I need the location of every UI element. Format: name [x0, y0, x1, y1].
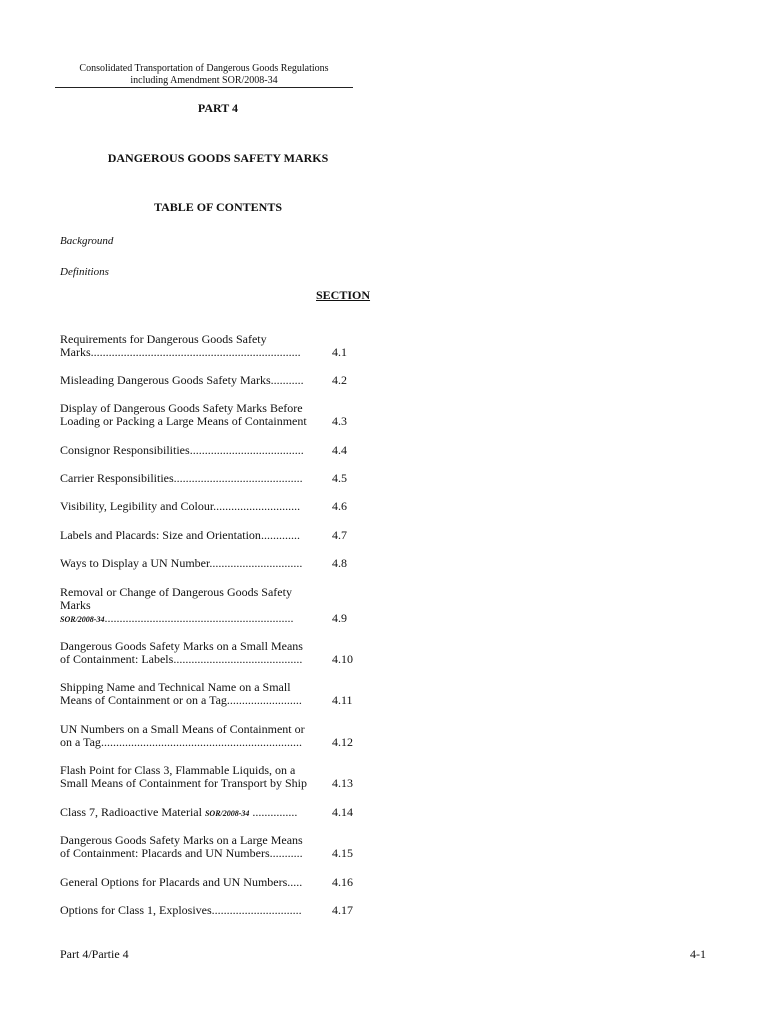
section-number: 4.1 [332, 345, 347, 359]
section-number: 4.3 [332, 414, 347, 428]
toc-entry[interactable] [60, 834, 360, 860]
entry-leader-line: Visibility, Legibility and Colour............................. [60, 500, 301, 513]
section-number: 4.12 [332, 735, 353, 749]
toc-entry[interactable] [60, 374, 360, 387]
section-number: 4.8 [332, 556, 347, 570]
entry-line: Dangerous Goods Safety Marks on a Large Means [60, 833, 303, 847]
entry-line: UN Numbers on a Small Means of Containment or [60, 722, 305, 736]
toc-entry[interactable] [60, 444, 360, 457]
toc-entry[interactable] [60, 472, 360, 485]
section-number: 4.6 [332, 499, 347, 513]
entry-leader-line: of Containment: Labels........................................... [60, 653, 303, 666]
entry-line: Display of Dangerous Goods Safety Marks Before [60, 401, 303, 415]
entry-leader-line: Ways to Display a UN Number............................... [60, 557, 303, 570]
entry-leader-line: Marks...................................................................... [60, 346, 301, 359]
amendment-tag: SOR/2008-34 [60, 615, 105, 624]
entry-leader-line: Consignor Responsibilities...................................... [60, 444, 304, 457]
entry-leader-line: General Options for Placards and UN Numbers..... [60, 876, 303, 889]
toc-entry[interactable] [60, 586, 360, 626]
section-number: 4.11 [332, 693, 353, 707]
intro-item-background: Background [60, 235, 114, 247]
section-number: 4.16 [332, 875, 353, 889]
page-number: 4-1 [690, 947, 706, 961]
toc-entry[interactable] [60, 876, 360, 889]
entry-line: Requirements for Dangerous Goods Safety [60, 332, 267, 346]
toc-entry[interactable] [60, 681, 360, 707]
entry-line: Marks [60, 598, 91, 612]
section-number: 4.5 [332, 471, 347, 485]
toc-entry[interactable] [60, 557, 360, 570]
section-number: 4.14 [332, 805, 353, 819]
footer-part-label: Part 4/Partie 4 [60, 947, 129, 961]
entry-leader-line: SOR/2008-34............................................................... [60, 612, 294, 625]
entry-leader-line: Means of Containment or on a Tag......................... [60, 694, 302, 707]
entry-leader-line: Options for Class 1, Explosives.............................. [60, 904, 302, 917]
toc-entry[interactable] [60, 723, 360, 749]
section-column-heading: SECTION [316, 288, 371, 302]
entry-leader-line: Small Means of Containment for Transport by Ship [60, 777, 307, 790]
toc-entry[interactable] [60, 640, 360, 666]
toc-entry[interactable] [60, 529, 360, 542]
running-header-line1: Consolidated Transportation of Dangerous Goods Regulations [79, 63, 329, 74]
entry-leader-line: Loading or Packing a Large Means of Containment [60, 415, 307, 428]
amendment-tag: SOR/2008-34 [204, 809, 250, 818]
section-number: 4.10 [332, 652, 353, 666]
toc-entry[interactable] [60, 402, 360, 428]
entry-leader-line: Labels and Placards: Size and Orientation............. [60, 529, 300, 542]
part-title: PART 4 [197, 101, 239, 115]
toc-title: TABLE OF CONTENTS [153, 200, 283, 214]
section-number: 4.15 [332, 846, 353, 860]
section-number: 4.4 [332, 443, 347, 457]
section-number: 4.7 [332, 528, 347, 542]
toc-entry[interactable] [60, 333, 360, 359]
section-number: 4.2 [332, 373, 347, 387]
entry-leader-line: Class 7, Radioactive Material SOR/2008-34 ............... [60, 806, 298, 819]
entry-line: Flash Point for Class 3, Flammable Liquids, on a [60, 763, 296, 777]
toc-entry[interactable] [60, 904, 360, 917]
section-number: 4.17 [332, 903, 353, 917]
toc-entry[interactable] [60, 500, 360, 513]
header-rule [55, 87, 353, 88]
entry-line: Removal or Change of Dangerous Goods Safety [60, 585, 292, 599]
entry-leader-line: Carrier Responsibilities........................................... [60, 472, 303, 485]
entry-leader-line: of Containment: Placards and UN Numbers........... [60, 847, 303, 860]
entry-line: Shipping Name and Technical Name on a Small [60, 680, 291, 694]
running-header-line2: including Amendment SOR/2008-34 [130, 75, 278, 86]
entry-leader-line: on a Tag................................................................... [60, 736, 302, 749]
toc-entry[interactable] [60, 806, 360, 820]
toc-entry[interactable] [60, 764, 360, 790]
entry-line: Dangerous Goods Safety Marks on a Small Means [60, 639, 303, 653]
section-number: 4.9 [332, 611, 347, 625]
entry-leader-line: Misleading Dangerous Goods Safety Marks........... [60, 374, 304, 387]
intro-item-definitions: Definitions [60, 266, 109, 278]
section-number: 4.13 [332, 776, 353, 790]
main-title: DANGEROUS GOODS SAFETY MARKS [107, 151, 329, 165]
